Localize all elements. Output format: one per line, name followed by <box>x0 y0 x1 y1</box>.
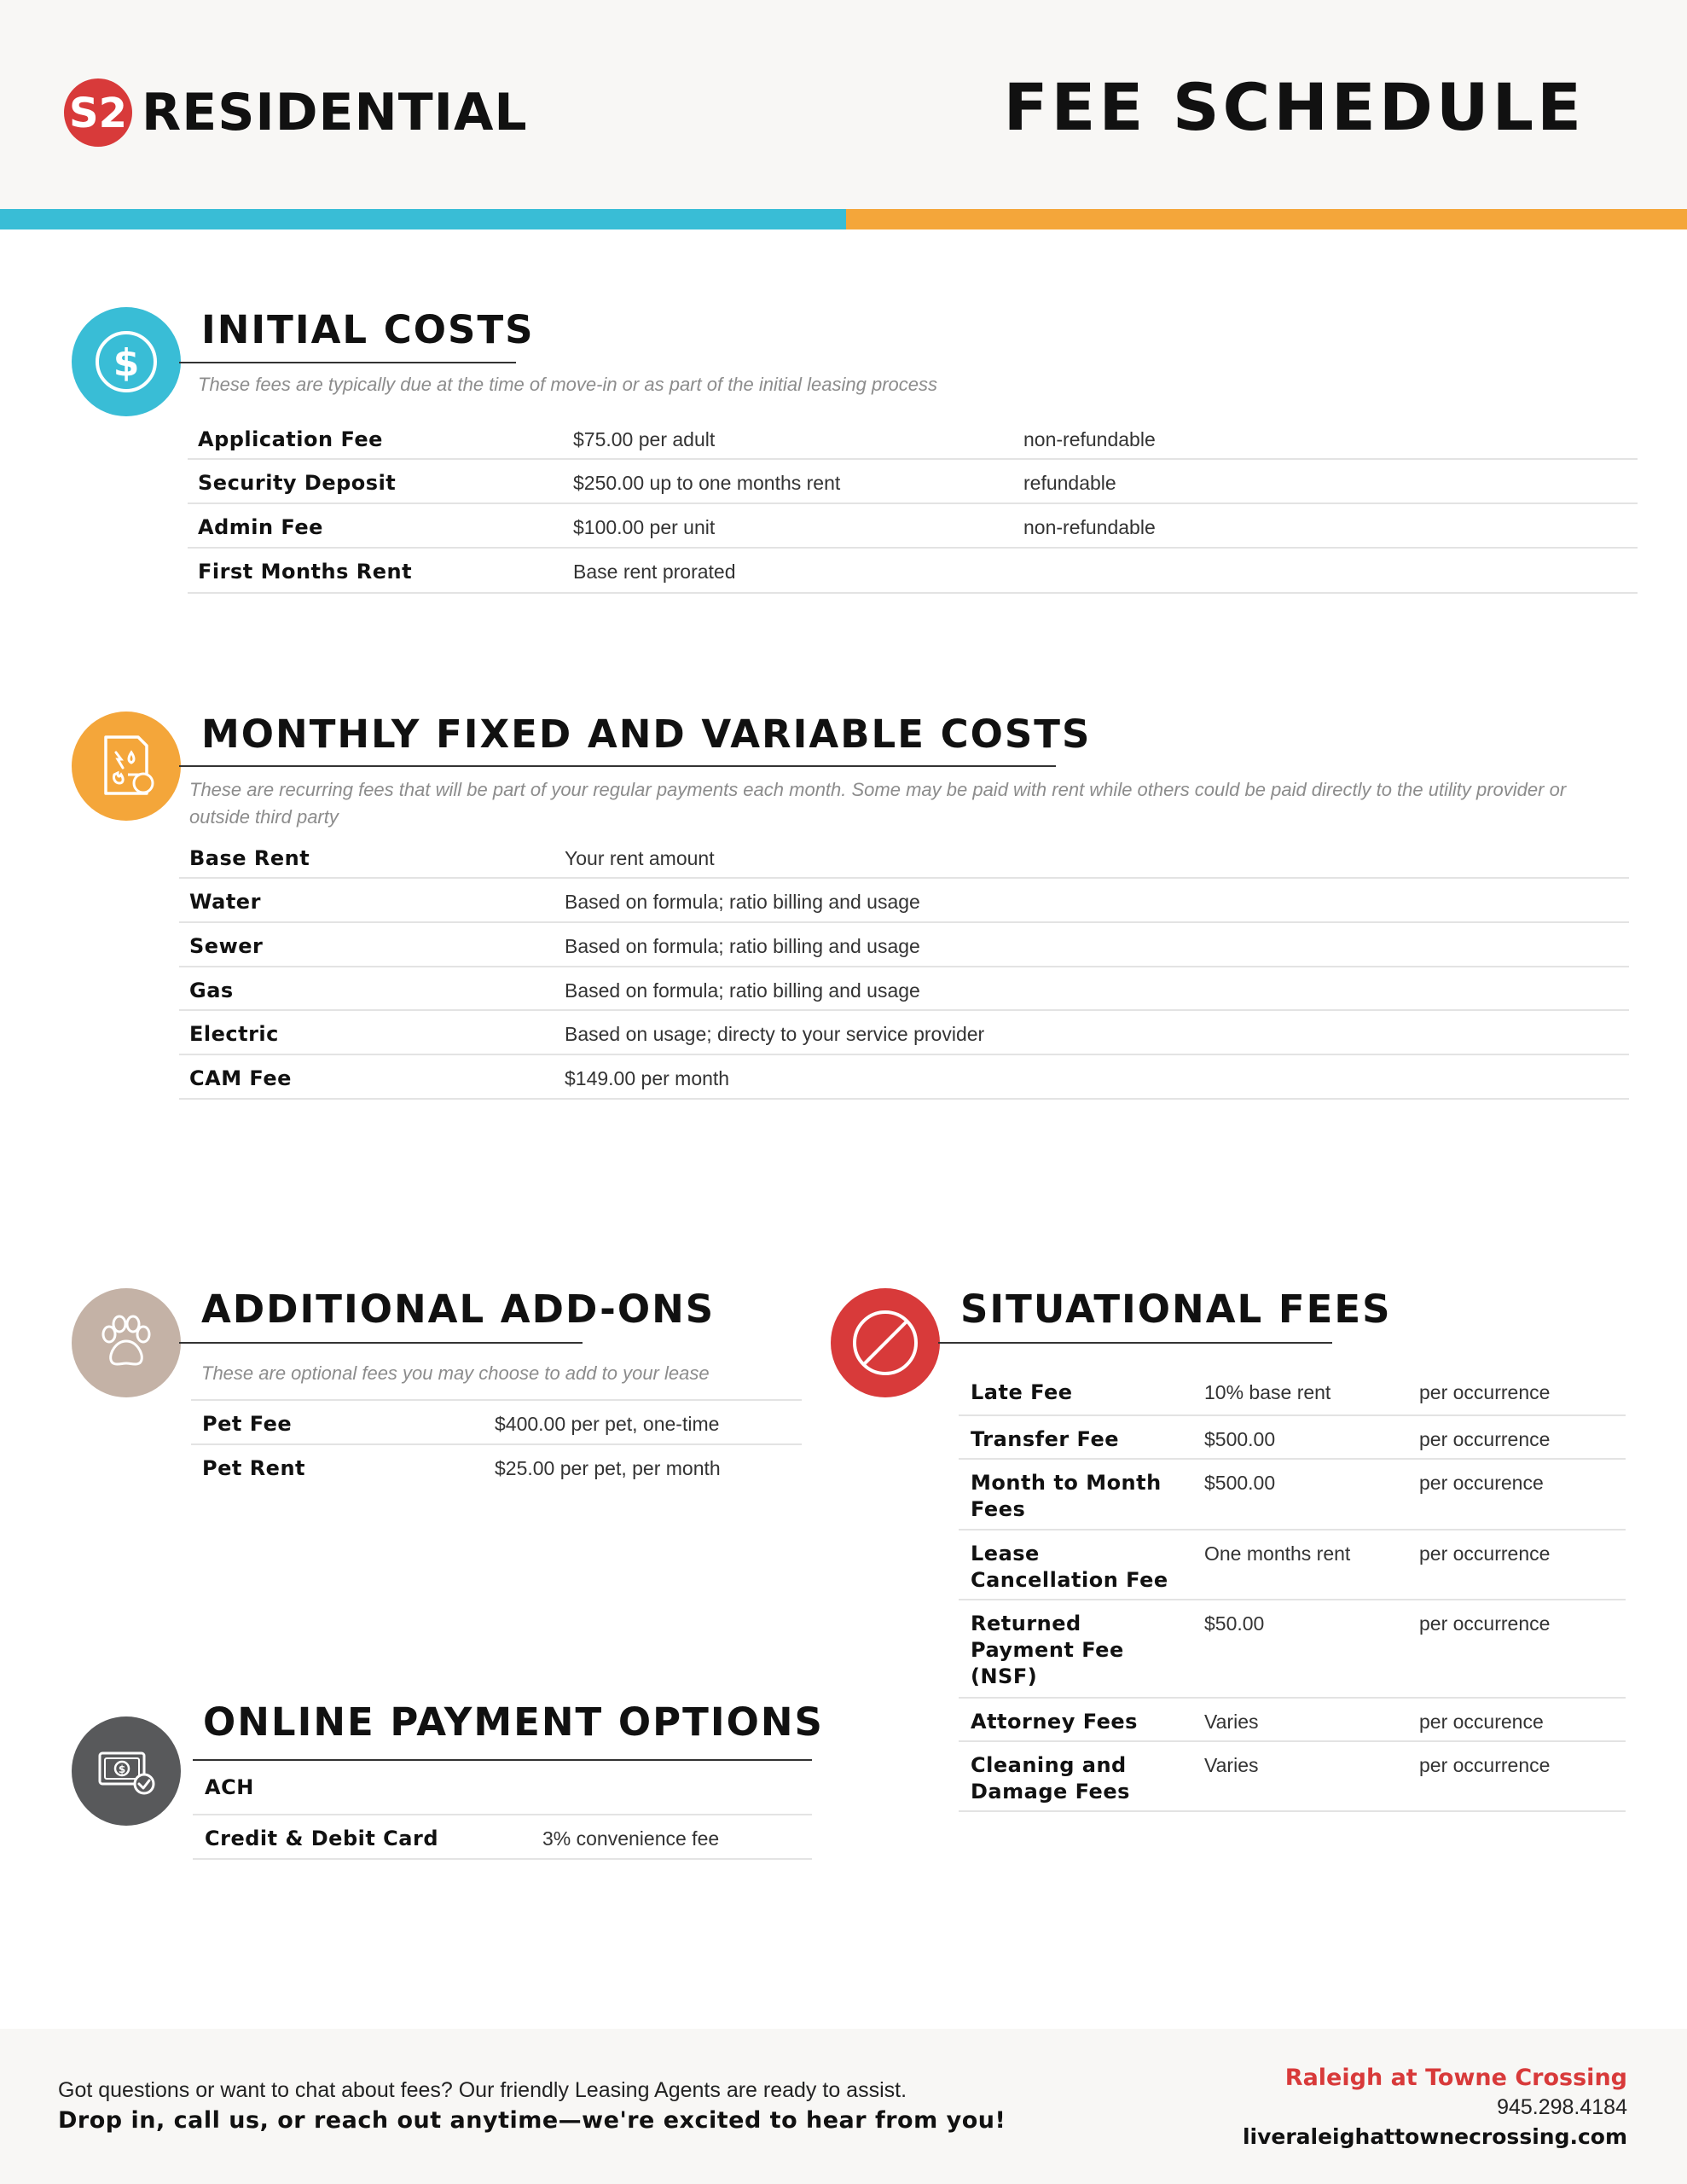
fee-label: Application Fee <box>198 427 383 451</box>
fee-label: Pet Rent <box>202 1456 306 1480</box>
fee-amount: One months rent <box>1204 1542 1351 1565</box>
table-row <box>193 1763 812 1815</box>
page-title: FEE SCHEDULE <box>1003 69 1585 145</box>
payment-method-label: Credit & Debit Card <box>205 1827 439 1850</box>
payment-options-rule <box>193 1759 812 1761</box>
fee-amount: $500.00 <box>1204 1428 1276 1450</box>
table-row <box>179 1055 1629 1100</box>
svg-text:$: $ <box>113 341 140 385</box>
fee-note: non-refundable <box>1023 428 1156 450</box>
fee-note: per occurence <box>1419 1711 1544 1733</box>
fee-amount: $50.00 <box>1204 1612 1265 1635</box>
table-row <box>959 1374 1626 1416</box>
fee-note: per occurence <box>1419 1472 1544 1494</box>
fee-amount: $400.00 per pet, one-time <box>495 1413 720 1435</box>
fee-amount: Base rent prorated <box>573 561 736 583</box>
fee-label: Month to Month Fees <box>971 1471 1162 1521</box>
prohibited-icon <box>831 1288 940 1397</box>
payment-options-table <box>193 1763 812 1860</box>
fee-note: per occurrence <box>1419 1754 1551 1776</box>
fee-amount: Based on usage; directy to your service provider <box>565 1023 985 1045</box>
fee-label: Base Rent <box>189 846 310 870</box>
monthly-costs-rule <box>179 765 1056 767</box>
fee-label: Late Fee <box>971 1380 1073 1404</box>
fee-label: Transfer Fee <box>971 1427 1120 1451</box>
monthly-costs-table <box>179 838 1629 1100</box>
fee-amount: Based on formula; ratio billing and usage <box>565 891 920 913</box>
table-row <box>959 1742 1626 1812</box>
header-stripe-orange <box>846 209 1687 229</box>
fee-amount: 10% base rent <box>1204 1381 1331 1403</box>
company-logo <box>61 75 528 150</box>
fee-label: CAM Fee <box>189 1066 292 1090</box>
payment-method-fee: 3% convenience fee <box>542 1827 720 1850</box>
monthly-costs-title: MONTHLY FIXED AND VARIABLE COSTS <box>201 712 1092 757</box>
fee-label: Attorney Fees <box>971 1710 1138 1734</box>
fee-label: Water <box>189 890 261 914</box>
payment-card-icon <box>72 1716 181 1826</box>
table-row <box>179 838 1629 879</box>
table-row <box>959 1416 1626 1460</box>
fee-note: per occurrence <box>1419 1542 1551 1565</box>
fee-amount: $25.00 per pet, per month <box>495 1457 721 1479</box>
fee-label: Cleaning and Damage Fees <box>971 1753 1130 1804</box>
table-row <box>179 879 1629 923</box>
table-row <box>959 1460 1626 1531</box>
fee-amount: $100.00 per unit <box>573 516 716 538</box>
footer-message: Got questions or want to chat about fees? Our friendly Leasing Agents are ready to assist. <box>58 2078 907 2102</box>
header-stripe-blue <box>0 209 846 229</box>
fee-label: Sewer <box>189 934 264 958</box>
monthly-costs-subtitle: These are recurring fees that will be part of your regular payments each month. Some may be paid with rent while others could be paid directly to the utility provider or outside third party <box>189 779 1567 828</box>
fee-amount: Varies <box>1204 1711 1259 1733</box>
table-row <box>188 421 1638 460</box>
initial-costs-subtitle: These fees are typically due at the time of move-in or as part of the initial leasing process <box>198 374 937 395</box>
paw-icon <box>72 1288 181 1397</box>
fee-note: refundable <box>1023 472 1116 494</box>
svg-text:S2: S2 <box>69 90 127 137</box>
table-row <box>188 504 1638 549</box>
property-name: Raleigh at Towne Crossing <box>1284 2065 1627 2091</box>
situational-fees-title: SITUATIONAL FEES <box>960 1287 1392 1332</box>
table-row <box>959 1531 1626 1600</box>
fee-amount: $500.00 <box>1204 1472 1276 1494</box>
addons-table <box>191 1399 802 1490</box>
table-row <box>191 1445 802 1490</box>
fee-note: per occurrence <box>1419 1428 1551 1450</box>
addons-title: ADDITIONAL ADD-ONS <box>201 1287 716 1332</box>
payment-method-label: ACH <box>205 1775 254 1799</box>
fee-label: Pet Fee <box>202 1412 293 1436</box>
fee-amount: Based on formula; ratio billing and usage <box>565 935 920 957</box>
fee-label: First Months Rent <box>198 560 413 584</box>
fee-label: Lease Cancellation Fee <box>971 1542 1168 1592</box>
fee-label: Gas <box>189 979 234 1002</box>
table-row <box>193 1815 812 1860</box>
fee-label: Security Deposit <box>198 471 397 495</box>
fee-note: per occurrence <box>1419 1612 1551 1635</box>
logo-text: RESIDENTIAL <box>142 83 528 142</box>
fee-amount: $75.00 per adult <box>573 428 716 450</box>
fee-label: Electric <box>189 1022 279 1046</box>
fee-amount: Varies <box>1204 1754 1259 1776</box>
payment-options-title: ONLINE PAYMENT OPTIONS <box>203 1699 824 1745</box>
initial-costs-table <box>188 418 1638 594</box>
svg-text:$: $ <box>118 1763 126 1775</box>
fee-amount: Your rent amount <box>565 847 715 869</box>
s2-logo-icon <box>61 76 135 149</box>
table-row <box>959 1600 1626 1699</box>
situational-fees-table <box>959 1374 1626 1812</box>
table-row <box>179 923 1629 967</box>
fee-amount: Based on formula; ratio billing and usage <box>565 979 920 1002</box>
situational-fees-rule <box>938 1342 1332 1344</box>
initial-costs-rule <box>179 362 516 363</box>
fee-note: non-refundable <box>1023 516 1156 538</box>
fee-label: Admin Fee <box>198 515 323 539</box>
fee-amount: $149.00 per month <box>565 1067 730 1089</box>
table-row <box>179 1011 1629 1055</box>
table-row <box>188 460 1638 504</box>
footer-call-to-action: Drop in, call us, or reach out anytime—we're excited to hear from you! <box>58 2107 1006 2134</box>
table-row <box>191 1399 802 1445</box>
dollar-icon <box>72 307 181 416</box>
utility-bill-icon <box>72 712 181 821</box>
addons-rule <box>179 1342 583 1344</box>
property-website-link[interactable]: liveraleighattownecrossing.com <box>1242 2124 1627 2149</box>
table-row <box>188 549 1638 594</box>
table-row <box>959 1699 1626 1742</box>
initial-costs-title: INITIAL COSTS <box>201 307 535 352</box>
addons-subtitle: These are optional fees you may choose to add to your lease <box>201 1362 710 1384</box>
table-row <box>179 967 1629 1011</box>
fee-amount: $250.00 up to one months rent <box>573 472 841 494</box>
fee-label: Returned Payment Fee (NSF) <box>971 1612 1124 1688</box>
page-footer <box>0 2029 1687 2184</box>
fee-note: per occurrence <box>1419 1381 1551 1403</box>
property-phone[interactable]: 945.298.4184 <box>1497 2095 1627 2119</box>
